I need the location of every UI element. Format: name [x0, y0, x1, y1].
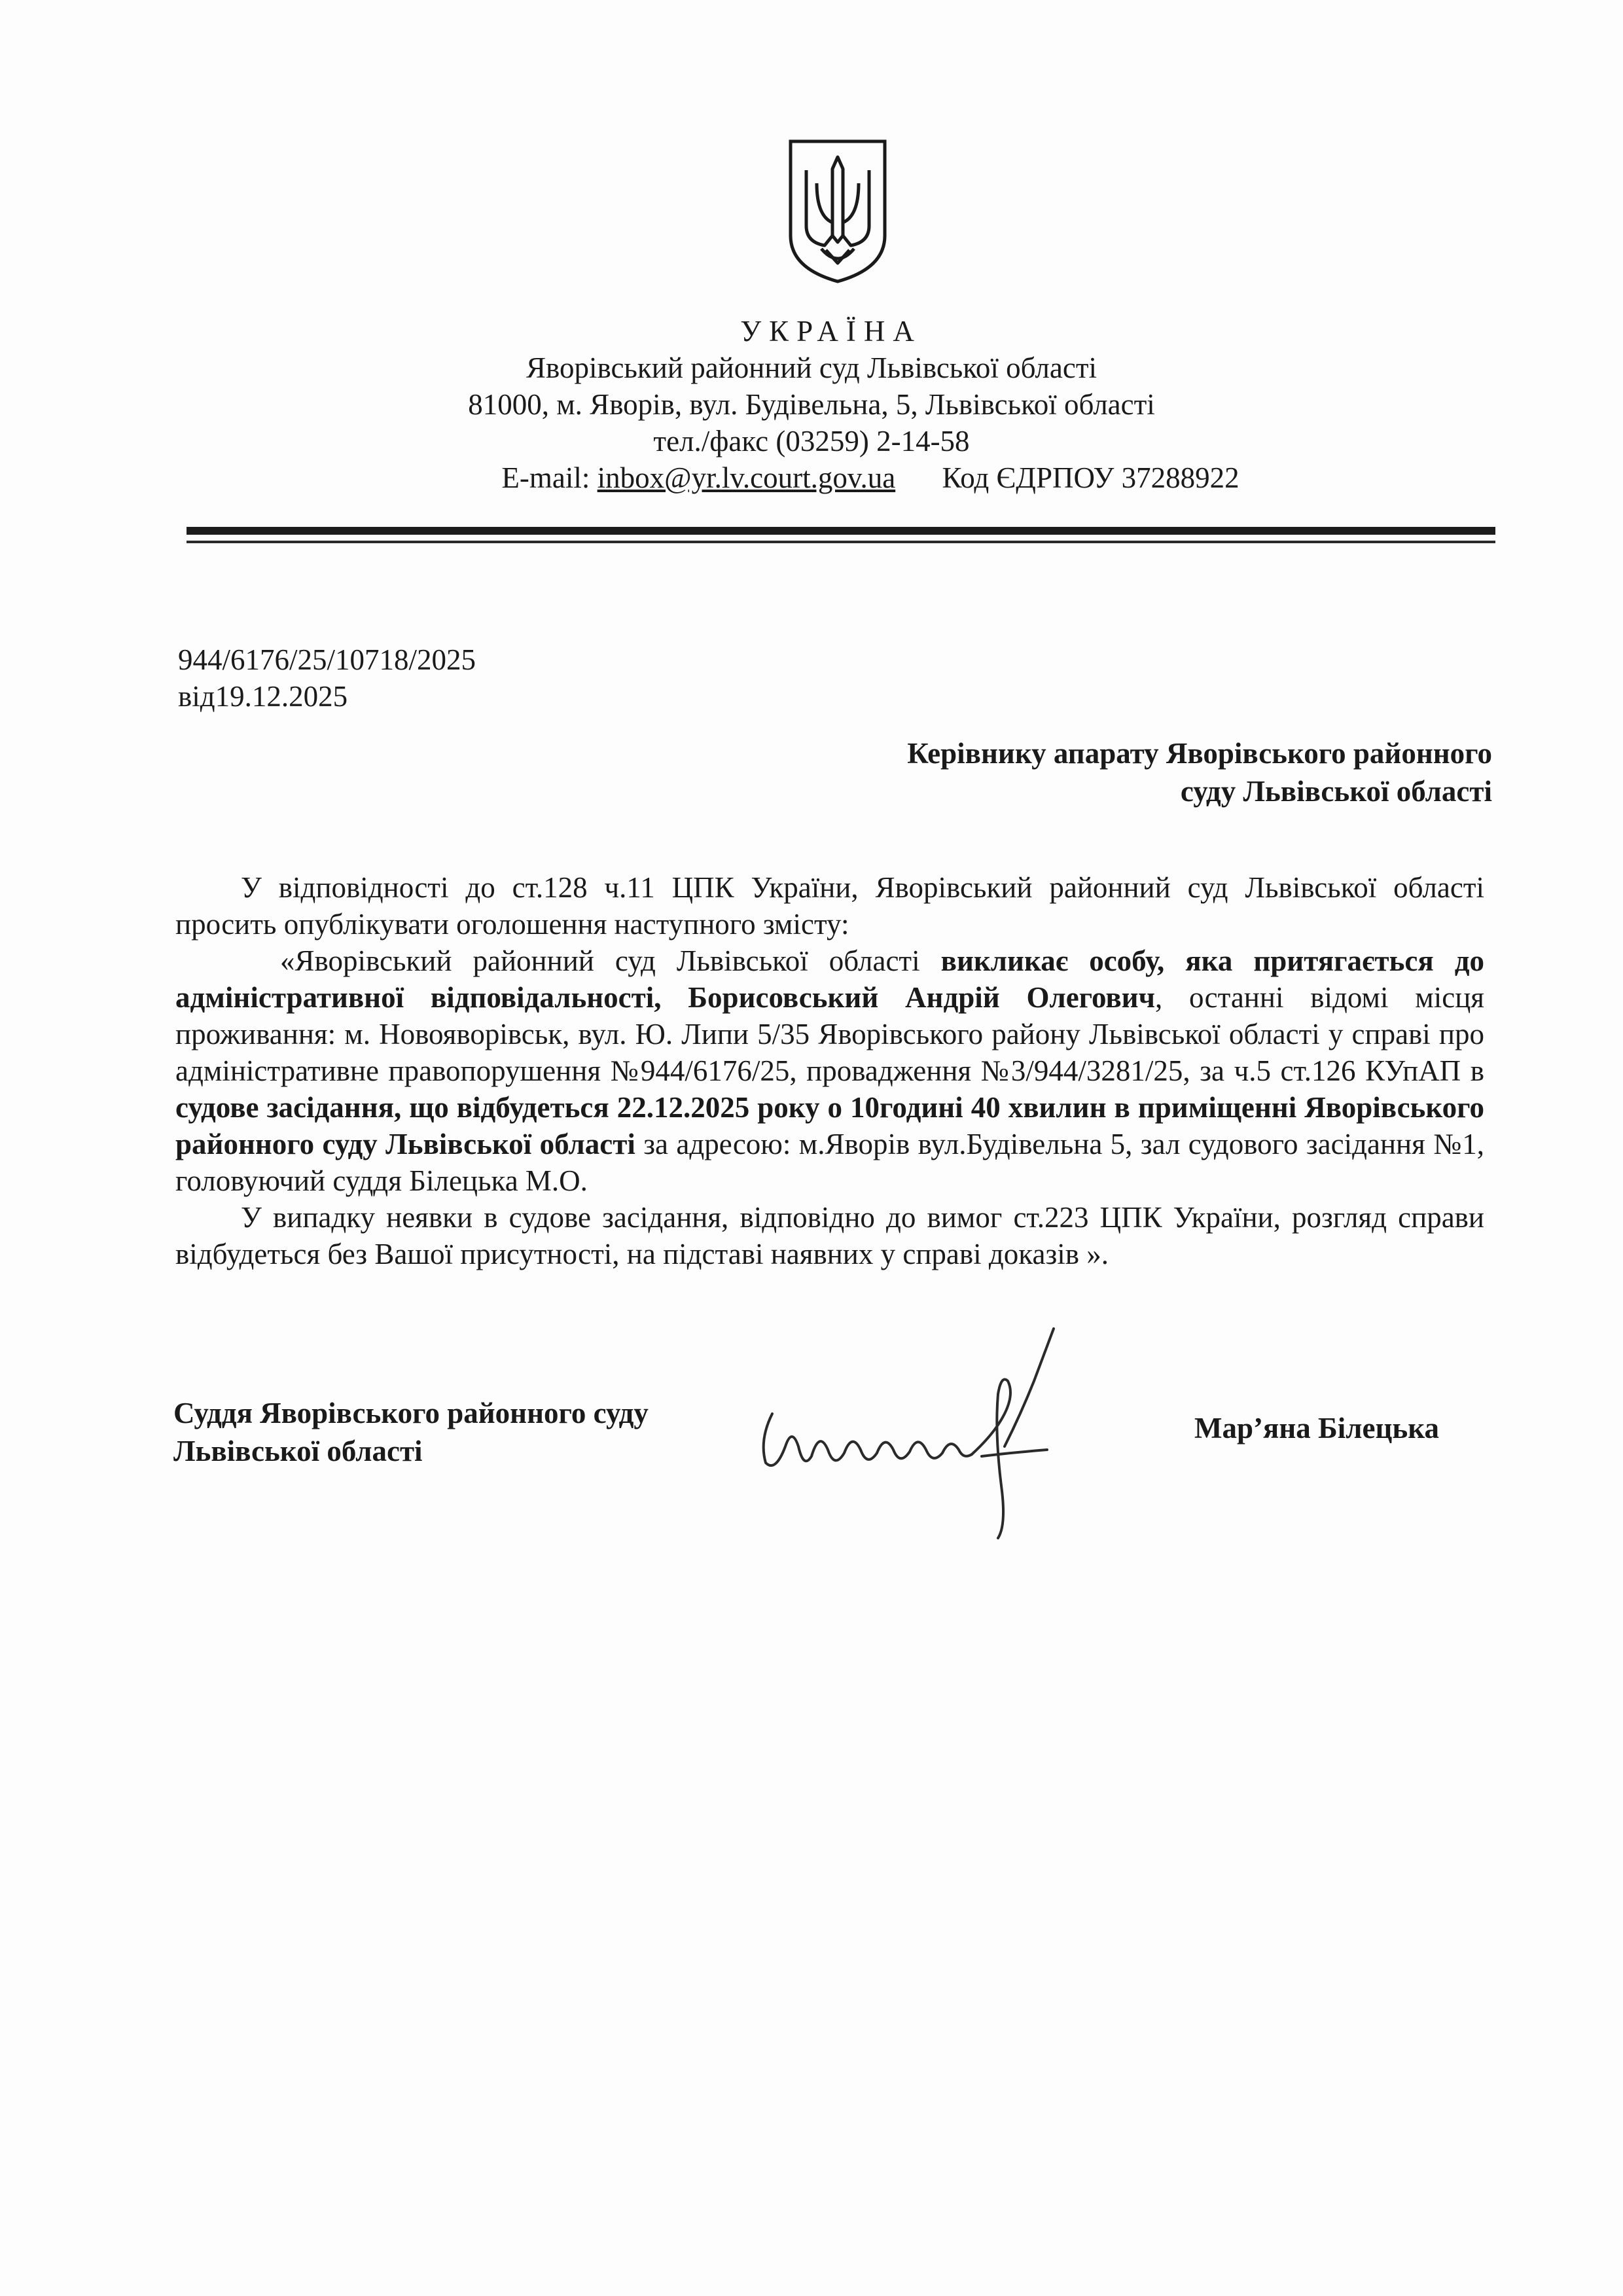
signatory-position-line-1: Суддя Яворівського районного суду	[173, 1397, 649, 1429]
body-paragraph-1: У відповідності до ст.128 ч.11 ЦПК України, Яворівський районний суд Львівської області просить опублікувати оголошення наступного змісту:	[175, 871, 1484, 941]
court-name: Яворівський районний суд Львівської області	[526, 351, 1097, 384]
court-phone: тел./факс (03259) 2-14-58	[653, 425, 970, 457]
edrpou-code: Код ЄДРПОУ 37288922	[942, 461, 1240, 494]
addressee-block	[720, 734, 1492, 810]
coat-of-arms-icon	[785, 137, 890, 285]
signatory-position	[173, 1394, 649, 1470]
court-header	[0, 313, 1623, 496]
signatory-position-line-2: Львівської області	[173, 1435, 423, 1467]
header-divider-thick	[187, 527, 1495, 535]
body-paragraph-2	[175, 942, 1484, 1199]
email-label: E-mail:	[501, 461, 590, 494]
header-divider-thin	[187, 541, 1495, 543]
signatory-name: Мар’яна Білецька	[1194, 1412, 1439, 1444]
court-address: 81000, м. Яворів, вул. Будівельна, 5, Львівської області	[468, 388, 1155, 421]
body-paragraph-2-bold-1: викликає особу, яка притягається до адміністративної відповідальності, Борисовський Андрій Олегович	[175, 944, 1484, 1014]
contact-line	[118, 459, 1623, 496]
letter-body	[175, 869, 1484, 1272]
country-title: УКРАЇНА	[740, 315, 922, 348]
body-paragraph-3: У випадку неявки в судове засідання, відповідно до вимог ст.223 ЦПК України, розгляд справи відбудеться без Вашої присутності, на підставі наявних у справі доказів ».	[175, 1201, 1484, 1270]
body-paragraph-2-part-2: , останні відомі місця проживання: м. Новояворівськ, вул. Ю. Липи 5/35 Яворівського району Львівської області у справі про адміністративне правопорушення №944/6176/25, провадження №3/944/3281/25, за ч.5 ст.126 КУпАП в	[175, 981, 1485, 1087]
email-link[interactable]: inbox@yr.lv.court.gov.ua	[597, 461, 896, 494]
reference-number: 944/6176/25/10718/2025	[178, 643, 476, 676]
body-paragraph-2-bold-2: судове засідання, що відбудеться 22.12.2025 року о 10годині 40 хвилин в приміщенні Яворівського районного суду Львівської області	[175, 1091, 1484, 1160]
addressee-line-1: Керівнику апарату Яворівського районного	[907, 737, 1492, 770]
body-paragraph-2-part-3: за адресою: м.Яворів вул.Будівельна 5, зал судового засідання №1, головуючий суддя Білецька М.О.	[175, 1128, 1485, 1197]
reference-date: від19.12.2025	[178, 680, 348, 713]
reference-block	[178, 641, 476, 715]
body-paragraph-2-part-1: «Яворівський районний суд Львівської області	[280, 944, 941, 977]
handwritten-signature	[746, 1316, 1152, 1551]
addressee-line-2: суду Львівської області	[1180, 775, 1492, 808]
